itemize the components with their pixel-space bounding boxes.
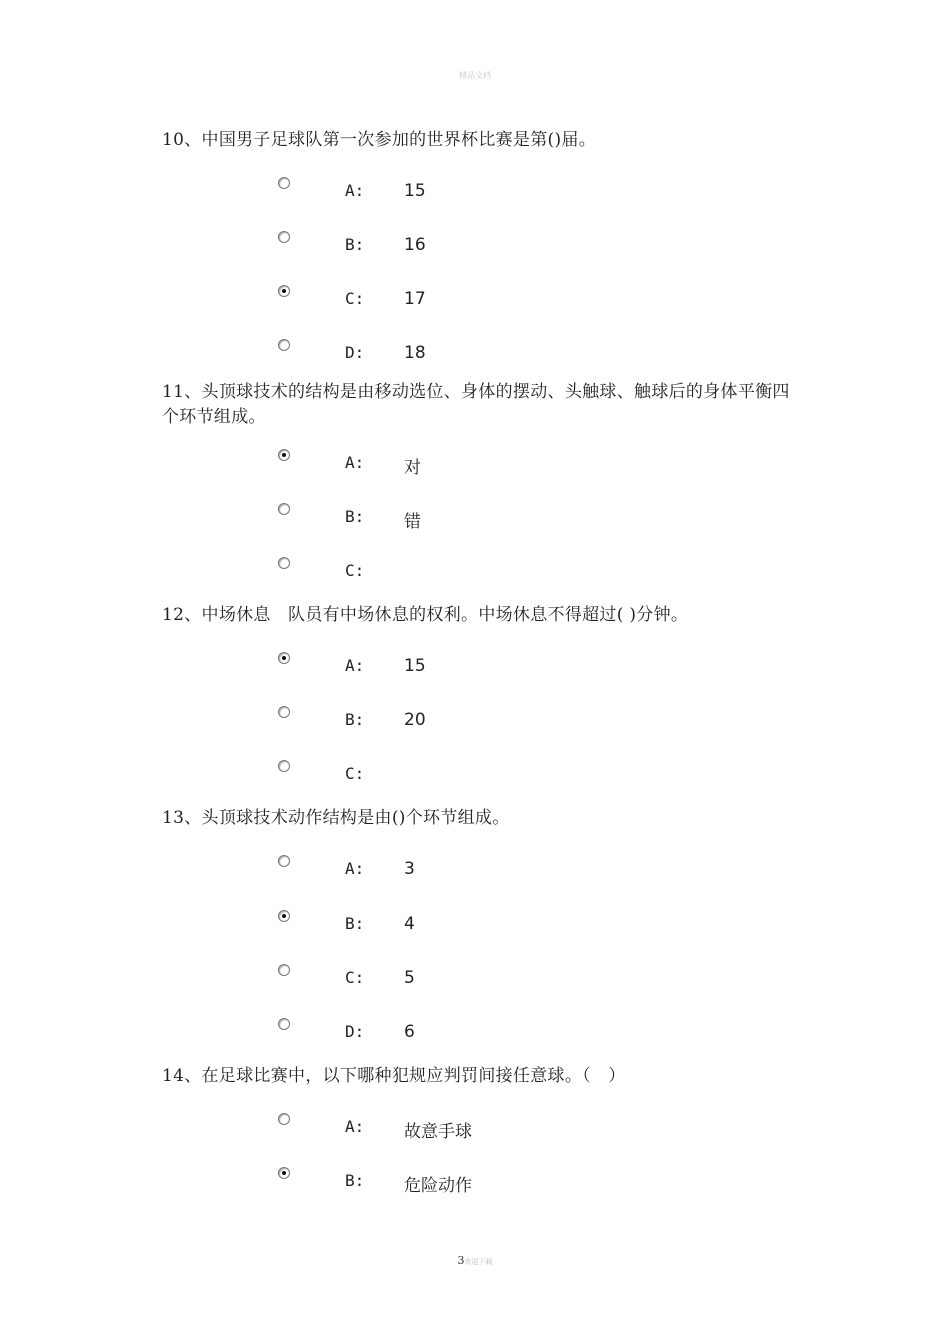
question-13-text: 13、头顶球技术动作结构是由()个环节组成。 xyxy=(162,808,510,828)
option-letter: B: xyxy=(345,1171,365,1190)
option-text: 15 xyxy=(404,181,426,201)
page-footer xyxy=(0,1254,950,1267)
page-number: 3 xyxy=(457,1254,465,1267)
option-letter: B: xyxy=(345,235,365,254)
option-letter: C: xyxy=(345,561,365,580)
option-text: 16 xyxy=(404,235,426,255)
option-text: 17 xyxy=(404,289,426,309)
option-letter: A: xyxy=(345,1117,365,1136)
radio-button[interactable] xyxy=(278,177,290,189)
question-13-option-a[interactable] xyxy=(278,855,678,895)
question-11-option-b[interactable] xyxy=(278,503,678,543)
question-12-option-b[interactable] xyxy=(278,706,678,746)
question-12-option-a[interactable] xyxy=(278,652,678,692)
radio-button[interactable] xyxy=(278,652,290,664)
radio-button[interactable] xyxy=(278,1167,290,1179)
footer-note: 欢迎下载 xyxy=(464,1258,493,1266)
radio-button[interactable] xyxy=(278,706,290,718)
radio-button[interactable] xyxy=(278,339,290,351)
option-letter: D: xyxy=(345,343,365,362)
radio-button[interactable] xyxy=(278,557,290,569)
option-letter: B: xyxy=(345,507,365,526)
option-letter: C: xyxy=(345,764,365,783)
question-11-text: 11、头顶球技术的结构是由移动选位、身体的摆动、头触球、触球后的身体平衡四个环节组成。 xyxy=(162,382,790,427)
option-text: 5 xyxy=(404,968,415,988)
header-watermark: 精品文档 xyxy=(459,71,491,80)
question-12-text: 12、中场休息 队员有中场休息的权利。中场休息不得超过( )分钟。 xyxy=(162,605,689,625)
question-10-option-a[interactable] xyxy=(278,177,678,217)
option-letter: A: xyxy=(345,181,365,200)
option-letter: D: xyxy=(345,1022,365,1041)
question-11-option-a[interactable] xyxy=(278,449,678,489)
option-text: 20 xyxy=(404,710,426,730)
question-13-option-c[interactable] xyxy=(278,964,678,1004)
radio-button[interactable] xyxy=(278,1018,290,1030)
question-13-option-d[interactable] xyxy=(278,1018,678,1058)
option-text: 对 xyxy=(404,458,421,478)
radio-button[interactable] xyxy=(278,964,290,976)
question-10-option-c[interactable] xyxy=(278,285,678,325)
option-letter: B: xyxy=(345,914,365,933)
question-14-text: 14、在足球比赛中，以下哪种犯规应判罚间接任意球。（ ） xyxy=(162,1066,626,1086)
question-14-option-a[interactable] xyxy=(278,1113,678,1153)
question-13-option-b[interactable] xyxy=(278,910,678,950)
radio-button[interactable] xyxy=(278,231,290,243)
question-10-option-b[interactable] xyxy=(278,231,678,271)
option-text: 错 xyxy=(404,512,421,532)
question-10-text: 10、中国男子足球队第一次参加的世界杯比赛是第()届。 xyxy=(162,130,596,150)
question-14-option-b[interactable] xyxy=(278,1167,678,1207)
option-letter: A: xyxy=(345,453,365,472)
radio-button[interactable] xyxy=(278,1113,290,1125)
option-letter: B: xyxy=(345,710,365,729)
option-text: 故意手球 xyxy=(404,1122,472,1142)
question-11-option-c[interactable] xyxy=(278,557,678,597)
option-text: 15 xyxy=(404,656,426,676)
radio-button[interactable] xyxy=(278,285,290,297)
radio-button[interactable] xyxy=(278,910,290,922)
radio-button[interactable] xyxy=(278,855,290,867)
option-text: 3 xyxy=(404,859,415,879)
option-text: 危险动作 xyxy=(404,1176,472,1196)
option-text: 4 xyxy=(404,914,415,934)
question-10-option-d[interactable] xyxy=(278,339,678,379)
option-text: 18 xyxy=(404,343,426,363)
option-text: 6 xyxy=(404,1022,415,1042)
option-letter: A: xyxy=(345,656,365,675)
radio-button[interactable] xyxy=(278,760,290,772)
option-letter: A: xyxy=(345,859,365,878)
radio-button[interactable] xyxy=(278,503,290,515)
option-letter: C: xyxy=(345,968,365,987)
question-12-option-c[interactable] xyxy=(278,760,678,800)
option-letter: C: xyxy=(345,289,365,308)
radio-button[interactable] xyxy=(278,449,290,461)
